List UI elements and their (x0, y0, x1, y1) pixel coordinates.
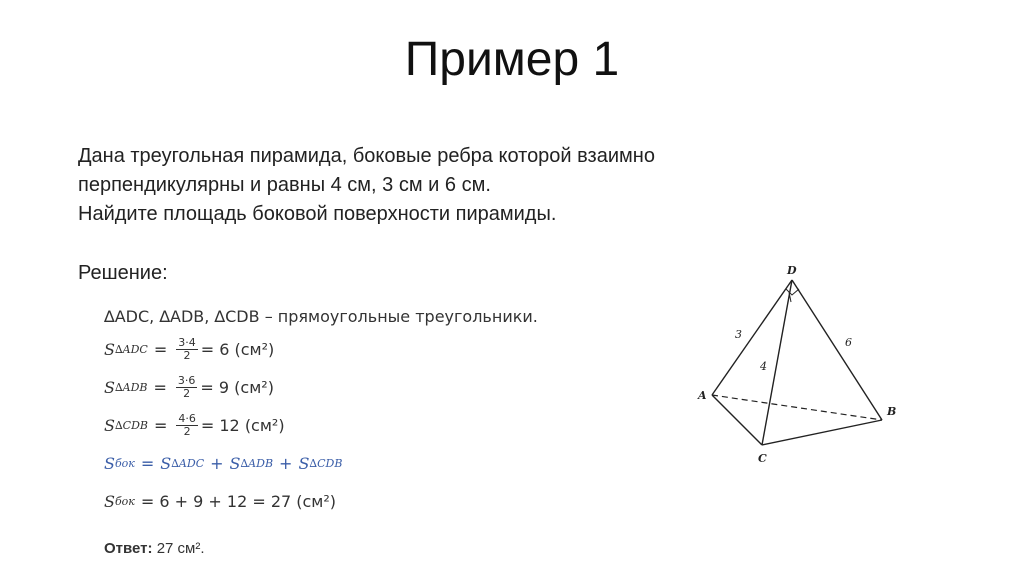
area-symbol: S (104, 415, 115, 435)
right-triangles-statement: ∆ADC, ∆ADB, ∆CDB – прямоугольные треугольники. (104, 306, 538, 326)
area-result: = 9 (см²) (200, 377, 274, 397)
equals-sign: = (153, 415, 168, 435)
answer-value: 27 см². (156, 540, 205, 557)
edge-length-da: 3 (735, 328, 742, 341)
fraction (176, 375, 198, 400)
area-symbol: S (104, 339, 115, 359)
fraction (176, 337, 198, 362)
area-symbol: S (104, 377, 115, 397)
term-subscript: ∆ADB (240, 456, 274, 470)
fraction-denominator: 2 (183, 386, 191, 400)
term-subscript: ∆ADC (171, 456, 205, 470)
equals-sign: = (140, 453, 155, 473)
edge-ab-hidden (712, 395, 882, 420)
problem-statement (78, 142, 838, 229)
edge-da (712, 280, 792, 395)
area-subscript: ∆ADB (114, 380, 148, 394)
vertex-label-d: D (787, 264, 797, 277)
edge-ac (712, 395, 762, 445)
lateral-subscript: бок (114, 456, 135, 470)
lateral-symbol: S (104, 491, 115, 511)
fraction-denominator: 2 (183, 348, 191, 362)
area-adc (104, 330, 664, 368)
lateral-subscript: бок (114, 494, 135, 508)
term-symbol: S (298, 453, 310, 473)
edge-length-dc: 4 (760, 360, 767, 373)
slide-title: Пример 1 (404, 33, 620, 86)
fraction-numerator: 3·6 (177, 373, 196, 387)
answer (104, 540, 205, 557)
plus-sign: + (210, 453, 224, 473)
solution-label: Решение: (78, 262, 168, 284)
area-subscript: ∆ADC (114, 342, 148, 356)
fraction-denominator: 2 (183, 424, 191, 438)
fraction-numerator: 3·4 (178, 335, 196, 349)
edge-db (792, 280, 882, 420)
lateral-result: = 6 + 9 + 12 = 27 (см²) (140, 491, 337, 511)
problem-line: перпендикулярны и равны 4 см, 3 см и 6 см. (78, 174, 491, 196)
vertex-label-a: A (698, 389, 707, 402)
area-result: = 12 (см²) (200, 415, 285, 435)
area-result: = 6 (см²) (200, 339, 275, 359)
edge-cb (762, 420, 882, 445)
problem-line: Дана треугольная пирамида, боковые ребра которой взаимно (78, 145, 655, 167)
vertex-label-c: C (758, 452, 767, 465)
edge-length-db: 6 (845, 336, 852, 349)
problem-line: Найдите площадь боковой поверхности пирамиды. (78, 203, 557, 225)
term-symbol: S (160, 453, 172, 473)
area-subscript: ∆CDB (114, 418, 148, 432)
pyramid-diagram (690, 258, 910, 468)
lateral-area-formula (104, 444, 664, 482)
solution-steps (104, 302, 664, 520)
lateral-symbol: S (104, 453, 115, 473)
lateral-area-value (104, 482, 664, 520)
right-angle-mark (786, 289, 799, 295)
area-cdb (104, 406, 664, 444)
area-adb (104, 368, 664, 406)
term-subscript: ∆CDB (309, 456, 343, 470)
equals-sign: = (153, 377, 167, 397)
answer-label: Ответ: (104, 540, 153, 557)
fraction (176, 413, 198, 438)
fraction-numerator: 4·6 (178, 411, 196, 425)
equals-sign: = (153, 339, 168, 359)
vertex-label-b: B (887, 405, 897, 418)
term-symbol: S (229, 453, 241, 473)
plus-sign: + (279, 453, 293, 473)
